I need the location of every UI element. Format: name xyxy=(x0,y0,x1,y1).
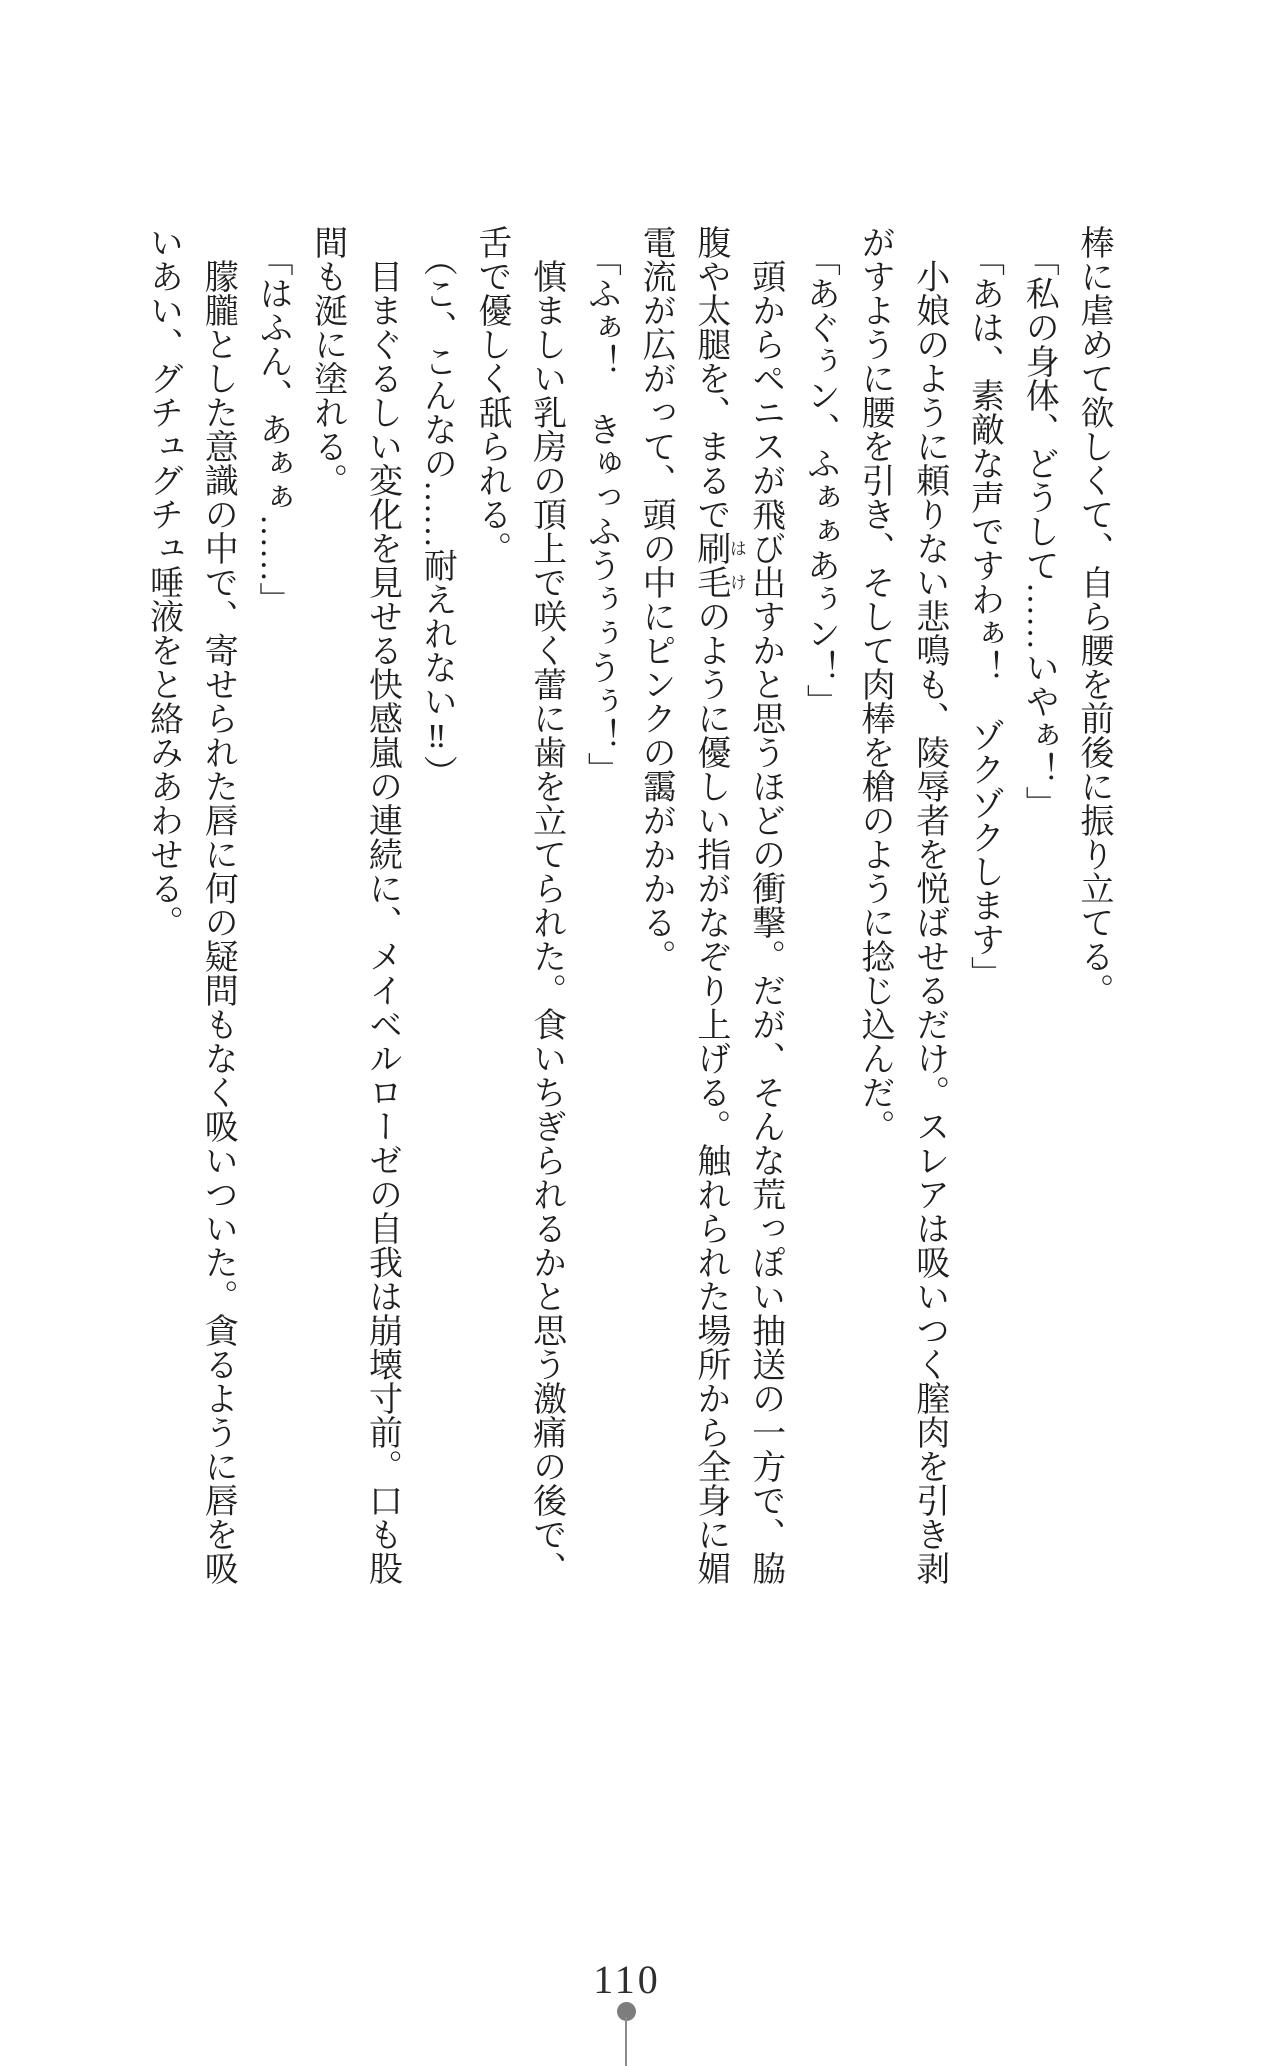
ruby-annotated-word: 刷毛はけ xyxy=(691,531,746,599)
narration-paragraph: 小娘のように頼りない悲鳴も、陵辱者を悦ばせるだけ。スレアは吸いつく膣肉を引き剥がすように腰を引き、そして肉棒を槍のように捻じ込んだ。 xyxy=(856,225,948,1585)
dialogue-paragraph: 「私の身体、どうして……いやぁ！」 xyxy=(1020,242,1058,820)
narration-paragraph: 慎ましい乳房の頂上で咲く蕾に歯を立てられた。食いちぎられるかと思う激痛の後で、舌で優しく舐られる。 xyxy=(472,225,565,1585)
dialogue-paragraph: 「あぐぅン、ふぁぁあぅン！」 xyxy=(801,242,839,718)
dialogue-paragraph: （こ、こんなの……耐えれない‼） xyxy=(418,242,456,789)
footer-line-marker xyxy=(625,2017,627,2066)
dialogue-paragraph: 「ふぁ！ きゅっふうぅぅうぅ！」 xyxy=(582,242,620,786)
page-number: 110 xyxy=(593,1957,661,2002)
narration-paragraph: 棒に虐めて欲しくて、自ら腰を前後に振り立てる。 xyxy=(1075,225,1112,1007)
page-footer xyxy=(0,1955,1263,2066)
narration-paragraph: 目まぐるしい変化を見せる快感嵐の連続に、メイベルローゼの自我は崩壊寸前。口も股間も涎に塗れる。 xyxy=(308,225,401,1585)
body-text xyxy=(135,225,1120,1585)
dialogue-paragraph: 「あは、素敵な声ですわぁ！ ゾクゾクします」 xyxy=(965,242,1003,990)
narration-paragraph: 朦朧とした意識の中で、寄せられた唇に何の疑問もなく吸いついた。貪るように唇を吸いあい、グチュグチュ唾液をと絡みあわせる。 xyxy=(144,225,237,1585)
narration-paragraph: 頭からペニスが飛び出すかと思うほどの衝撃。だが、そんな荒っぽい抽送の一方で、脇腹や太腿を、まるで刷毛はけのように優しい指がなぞり上げる。触れられた場所から全身に媚電流が広がって、頭の中にピンクの靄がかかる。 xyxy=(637,225,784,1585)
dialogue-paragraph: 「はふん、あぁぁ……」 xyxy=(253,242,291,616)
